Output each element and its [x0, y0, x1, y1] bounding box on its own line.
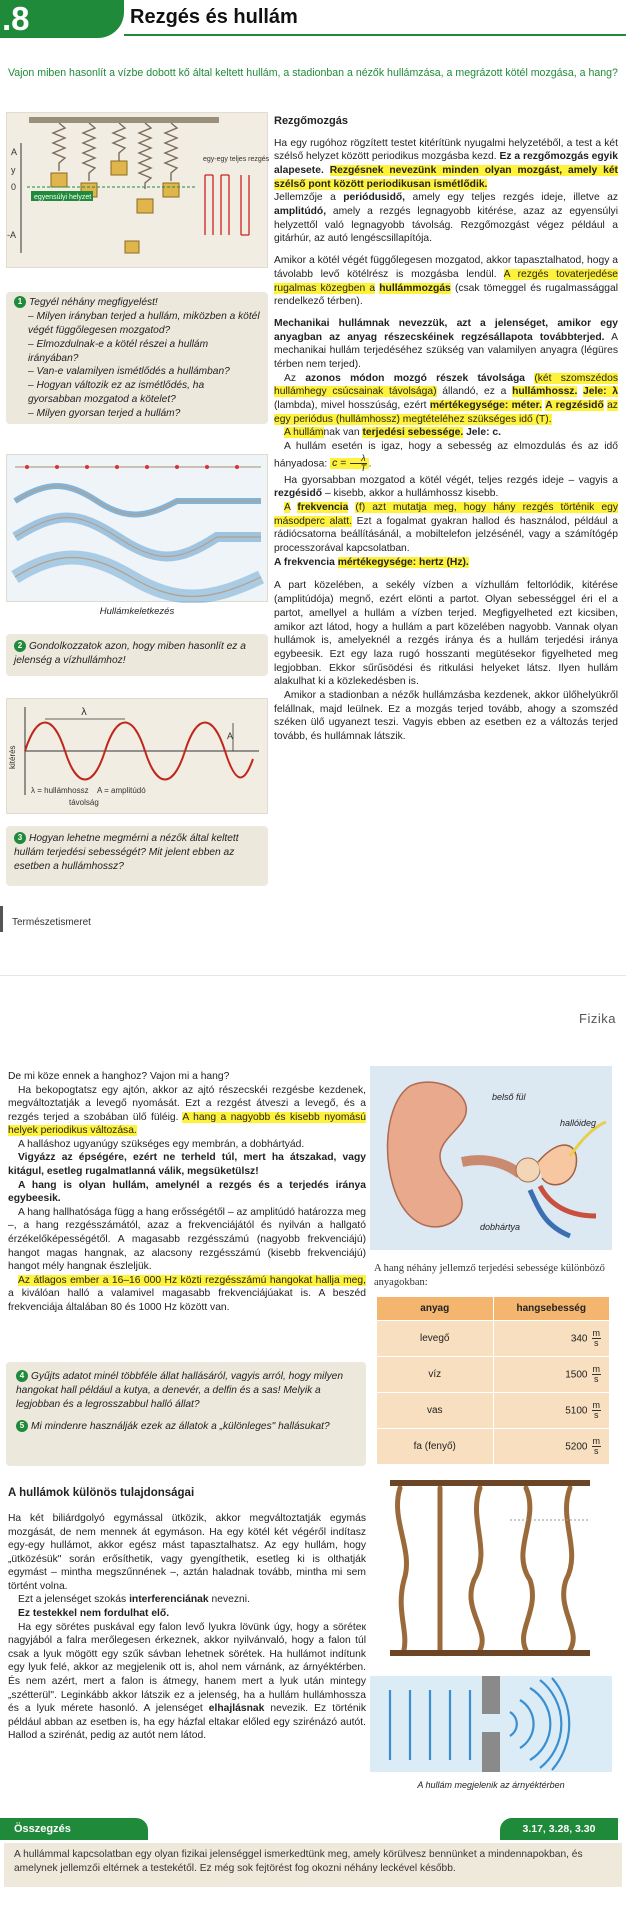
question-box-1: [6, 292, 268, 424]
wavelength-amplitude-figure: [6, 698, 268, 814]
paragraph-7: A hullám esetén is igaz, hogy a sebesség az elmozdulás és az idő hányadosa: c = $\frac{\lambda}{T}$ .: [274, 441, 618, 474]
page-title: Rezgés és hullám: [130, 6, 298, 28]
paragraph-9: A frekvencia (f) azt mutatja meg, hogy hány rezgés történik egy másodperc alatt. Ezt a fogalmat gyakran hallod és használod, például a rádiócsatorna beállításánál, a mobiltelefon jelzésénél, vagy a számítógép processzorával kapcsolatban.: [274, 502, 618, 555]
table-header-speed: hangsebesség: [493, 1297, 610, 1321]
footer-bar: [0, 906, 3, 932]
sound-p5: A hang is olyan hullám, amelynél a rezgés és a terjedés iránya egybeesik.: [8, 1179, 366, 1205]
paragraph-4: Mechanikai hullámnak nevezzük, azt a jelenséget, amikor egy anyagban az anyag részecskéinek regzésállapota továbbterjed. A mechanikai hullám terjedéséhez szükség van valamilyen anyagra (légüres térben nem terjed).: [274, 317, 618, 370]
spring-oscillation-figure: [6, 112, 268, 268]
material-cell: levegő: [377, 1321, 494, 1357]
sound-p3: A halláshoz ugyanúgy szükséges egy membrán, a dobhártyád.: [18, 1138, 305, 1150]
page-divider: [0, 975, 626, 976]
speed-cell: 5200 $\frac{m}{s}$: [493, 1429, 610, 1465]
q1-line-5: – Milyen gyorsan terjed a hullám?: [28, 408, 181, 419]
sound-p6: A hang hallhatósága függ a hang erősségétől – az amplitúdó határozza meg –, a hang rezgésszámától, azaz a frekvenciájától és nyilván a hallgató érzékelőképességétől. A magasabb rezgésszámú (nagyobb frekvenciájú) hangot magas hangnak, az alacsony rezgésszámú (kisebb frekvenciájú) hangot mély hangnak észleljük.: [8, 1206, 366, 1273]
sine-wave-diagram: [7, 699, 269, 815]
material-cell: víz: [377, 1357, 494, 1393]
y-axis-label: kitérés: [8, 745, 17, 769]
table-row: [377, 1393, 610, 1429]
paragraph-11: A part közelében, a sekély vízben a vízhullám feltorlódik, kitérése (amplitúdója) megnő, ezért elönti a partot. Olyan sebességgel éri el a partot, amellyel a hullám a vízben terjed. Megfigyelheted ezt kicsiben, amikor azt látod, hogy a hullám a part közelében nagyobb. Vannak olyan hullámok is, amelyeknél a rezgés iránya és a hullám terjedési iránya egybeesik. Ezt egy laza rugó hosszanti megütésekor figyelheted meg legjobban. Ekkor sűrűsödési és ritkulási helyeket látsz. Ilyen hullám alakulhat ki a közlekedésben is.: [274, 580, 618, 688]
x-axis-label: távolság: [69, 798, 99, 807]
q1-line-2: – Elmozdulnak-e a kötél részei a hullám irányában?: [28, 338, 209, 364]
eardrum-label: dobhártya: [480, 1222, 521, 1232]
sound-p2: Ha bekopogtatsz egy ajtón, akkor az ajtó részecskéi rezgésbe kezdenek, megváltoztatják a levegő nyomását. Ezt a rezgést átveszi a levegő, és a rezgés terjed a szobában ülő füléig. A hang a nagyobb és kisebb nyomású helyek periodikus változása.: [8, 1084, 366, 1137]
spring-illustration: [7, 113, 269, 269]
interference-p1: Ha két biliárdgolyó egymással ütközik, akkor megváltoztatják egymás mozgását, de nem mennek át egymáson. Ha egy kötél két végéről indítasz egy-egy hullámot, akkor egész mást tapasztalhatsz. Az egy hullám, hogy „ütközésük" során erősíthetik, vagy gyengíthetik, esetleg ki is olthatják egymást – mintha megszűnnének –, aztán haladnak tovább, mintha mi sem történt volna.: [8, 1513, 366, 1592]
speed-cell: 340 $\frac{m}{s}$: [493, 1321, 610, 1357]
interference-text-block: [8, 1512, 366, 1743]
right-column-text: [274, 114, 618, 744]
auditory-nerve-label: hallóideg: [560, 1118, 597, 1128]
paragraph-1: Ha egy rugóhoz rögzített testet kitérítünk nyugalmi helyzetéből, a test a két szélső helyzet között periodikus mozgásba kezd. Ez a rezgőmozgás egyik alapesete. Rezgésnek nevezünk minden olyan mozgást, amely két szélső pont között periodikusan ismétlődik.: [274, 137, 618, 190]
axis-A-label: A: [11, 147, 18, 157]
material-cell: fa (fenyő): [377, 1429, 494, 1465]
equilibrium-label: egyensúlyi helyzet: [34, 194, 92, 201]
each-oscillation-label: egy-egy teljes rezgés: [203, 156, 269, 163]
wave-formation-illustration: [7, 455, 269, 603]
legend-amplitude: A = amplitúdó: [97, 786, 146, 795]
axis-minusA-label: -A: [7, 230, 16, 240]
sound-speed-table: [376, 1296, 610, 1465]
velocity-formula: c = $\frac{\lambda}{T}$: [330, 458, 368, 469]
paragraph-6: A hullámnak van terjedési sebessége. Jele: c.: [284, 427, 501, 439]
section-heading-special-properties: A hullámok különös tulajdonságai: [8, 1487, 195, 1499]
wave-formation-figure: [6, 454, 268, 602]
table-row: [377, 1429, 610, 1465]
interference-diffraction-figure: [370, 1480, 612, 1798]
summary-text: A hullámmal kapcsolatban egy olyan fizikai jelenséggel ismerkedtünk meg, amely körülvesz bennünket a mindennapokban, és amelynek jellemzői eltérnek a testekétől. Ez még sok fejtörést fog okozni néhány leckével később.: [4, 1843, 622, 1887]
q2-text: Gondolkozzatok azon, hogy miben hasonlít ez a jelenség a vízhullámhoz!: [14, 641, 246, 666]
q1-line-3: – Van-e valamilyen ismétlődés a hullámban?: [28, 366, 230, 378]
material-cell: vas: [377, 1393, 494, 1429]
question-number-badge: 5: [16, 1420, 28, 1432]
q3-text: Hogyan lehetne megmérni a nézők által keltett hullám terjedési sebességét? Mit jelent ebben az esetben a hullámhossz?: [14, 833, 239, 872]
diffraction-p: Ha egy sörétes puskával egy falon levő lyukra lövünk úgy, hogy a söréteк nagyjából a falra merőlegesen érkeznek, akkor nyilvánvaló, hogy a falon túl csak a lyuk mögött egy szűk sávban lehetnek sörétek. Ha hullámot indítunk egy lyuk felé, akkor az megjelenik ott is, ahol nem várnánk, az árnyéktérben. És nem azért, mert a falon is átmegy, hanem mert a lyuk után mintegy „szétterül". Leginkább akkor látszik ez a jelenség, ha a hullám hullámhossza és a lyuk mérete hasonló. A jelenséget elhajlásnak nevezik. Ez történik például abban az esetben is, ha egy házfal eltakar előled egy szirénázó autót. Hallod a szirénát, pedig az autót nem látod.: [8, 1621, 366, 1742]
question-number-badge: 1: [14, 296, 26, 308]
question-box-3: [6, 826, 268, 886]
paragraph-3: Amikor a kötél végét függőlegesen mozgatod, akkor tapasztalhatod, hogy a távolabb levő kötélrész is mozgásba lendül. A rezgés tovaterjedése rugalmas közegben a hullámmozgás (csak tömeggel és rugalmassággal rendelkező térben).: [274, 255, 619, 308]
axis-y-label: y: [11, 165, 16, 175]
ear-illustration: [370, 1066, 612, 1250]
section-heading-rezgomozgas: Rezgőmozgás: [274, 115, 348, 127]
q1-line-0: 1 Tegyél néhány megfigyelést!: [14, 296, 260, 310]
amplitude-label: A: [227, 731, 234, 741]
inner-ear-label: belső fül: [492, 1092, 526, 1102]
lambda-label: λ: [81, 707, 87, 718]
table-header-material: anyag: [377, 1297, 494, 1321]
paragraph-8: Ha gyorsabban mozgatod a kötél végét, teljes rezgés ideje – vagyis a rezgésidő – kisebb, akkor a hullámhossz kisebb.: [274, 474, 618, 500]
paragraph-12: Amikor a stadionban a nézők hullámzásba kezdenek, akkor ülőhelyükről felállnak, majd leülnek. Ez a mozgás terjed tovább, ahogy a szomszéd széken ülő ugyanezt teszi. Vagyis ebben az esetben ez a változás terjed tovább, és hullámnak látszik.: [274, 689, 618, 742]
speed-cell: 1500 $\frac{m}{s}$: [493, 1357, 610, 1393]
summary-references: 3.17, 3.28, 3.30: [500, 1818, 618, 1840]
q1-line-1: – Milyen irányban terjed a hullám, miközben a kötél végét függőlegesen mozgatod?: [28, 310, 260, 336]
paragraph-2: Jellemzője a periódusidő, amely egy teljes rezgés ideje, illetve az amplitúdó, amely a rezgés legnagyobb kitérése, azaz az egyensúlyi helyzettől való legnagyobb távolság. Rezgőmozgást végez például a gitárhúr, az autó lengéscsillapítója.: [274, 192, 618, 245]
sound-p1: De mi köze ennek a hanghoz? Vajon mi a hang?: [8, 1071, 230, 1082]
table-row: [377, 1357, 610, 1393]
speed-table-caption: A hang néhány jellemző terjedési sebessége különböző anyagokban:: [374, 1263, 605, 1288]
paragraph-10: A frekvencia mértékegysége: hertz (Hz).: [274, 556, 469, 568]
question-number-badge: 3: [14, 832, 26, 844]
header-divider: [124, 34, 626, 36]
q4: 4 Gyűjts adatot minél többféle állat hallásáról, vagyis arról, hogy milyen hangokat hall például a kutya, a denevér, a delfin és a sas! Melyik a legjobban és a legrosszabbul halló állat?: [16, 1371, 344, 1410]
q5: 5 Mi mindenre használják ezek az állatok a „különleges" hallásukat?: [16, 1420, 356, 1434]
summary-label: Összegzés: [0, 1818, 148, 1840]
table-row: [377, 1321, 610, 1357]
q1-line-4: – Hogyan változik ez az ismétlődés, ha gyorsabban mozgatod a kötelet?: [28, 380, 205, 406]
paragraph-5: Az azonos módon mozgó részek távolsága (két szomszédos hullámhegy csúcsainak távolsága) állandó, ez a hullámhossz. Jele: λ (lambda), mivel hosszúság, ezért mértékegysége: méter. A regzésidő az egy periódus (hullámhossz) megtételéhez szükséges idő (T).: [274, 372, 618, 425]
interference-p2: Ezt a jelenséget szokás interferenciának nevezni.: [18, 1594, 250, 1606]
sound-text-block: [8, 1070, 366, 1314]
question-number-badge: 2: [14, 640, 26, 652]
ear-anatomy-figure: [370, 1066, 612, 1250]
shadow-zone-caption: A hullám megjelenik az árnyéktérben: [417, 1780, 565, 1790]
axis-zero-label: 0: [11, 182, 17, 192]
subject-label: Fizika: [579, 1011, 616, 1026]
legend-lambda: λ = hullámhossz: [31, 786, 89, 795]
sound-p4: Vigyázz az épségére, ezért ne terheld túl, mert ha átszakad, vagy kitágul, esetleg rugalmatlanná válik, megsüketülsz!: [8, 1152, 366, 1178]
wave-formation-caption: Hullámkeletkezés: [99, 606, 175, 617]
sound-p7: Az átlagos ember a 16–16 000 Hz közti rezgésszámú hangokat hallja meg, a kiválóan halló a valamivel magasabb frekvenciájúakat is. A beszéd frekvenciája általában 80 és 1000 Hz között van.: [8, 1274, 366, 1313]
question-number-badge: 4: [16, 1370, 28, 1382]
footer-text: Természetismeret: [12, 917, 91, 928]
sound-speed-table-wrap: [376, 1296, 610, 1465]
ropes-and-diffraction-illustration: [370, 1480, 612, 1798]
question-box-2: [6, 634, 268, 676]
speed-cell: 5100 $\frac{m}{s}$: [493, 1393, 610, 1429]
interference-p3: Ez testekkel nem fordulhat elő.: [18, 1608, 170, 1620]
intro-question: Vajon miben hasonlít a vízbe dobott kő által keltett hullám, a stadionban a nézők hullámzása, a megrázott kötél mozgása, a hang?: [8, 67, 618, 79]
question-box-4-5: [6, 1362, 366, 1466]
section-number-badge: .8: [0, 0, 124, 38]
